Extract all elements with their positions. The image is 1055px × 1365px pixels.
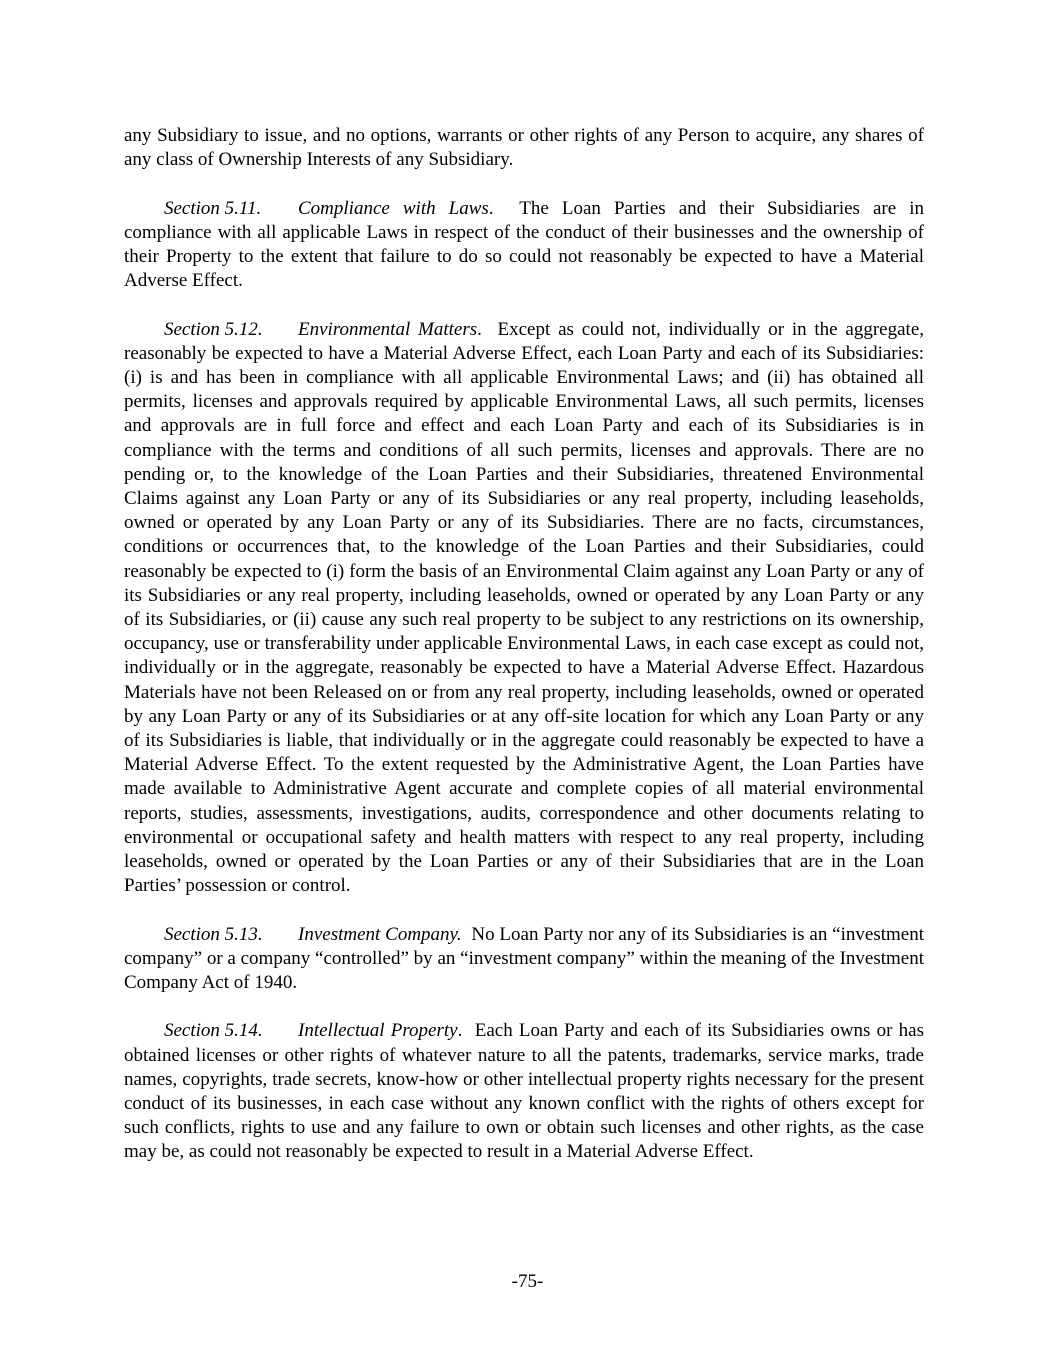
section-number: Section 5.13. [164, 923, 263, 945]
section-5-13 [124, 923, 924, 996]
section-title: Compliance with Laws [298, 197, 489, 219]
section-body: No Loan Party nor any of its Subsidiaries is an “investment company” or a company “controlled” by an “investment company” within the meaning of the Investment Company Act of 1940. [124, 923, 924, 994]
document-page [124, 124, 924, 1189]
section-title-punct: . [477, 318, 482, 340]
section-number: Section 5.12. [164, 318, 263, 340]
section-body: Each Loan Party and each of its Subsidiaries owns or has obtained licenses or other rights of whatever nature to all the patents, trademarks, service marks, trade names, copyrights, trade secrets, know-how or other intellectual property rights necessary for the present conduct of its businesses, in each case without any known conflict with the rights of others except for such conflicts, rights to use and any failure to own or obtain such licenses and other rights, as the case may be, as could not reasonably be expected to result in a Material Adverse Effect. [124, 1020, 924, 1163]
section-number: Section 5.11. [164, 197, 262, 219]
section-5-11 [124, 197, 924, 294]
section-5-12 [124, 318, 924, 899]
section-title: Investment Company. [298, 923, 462, 945]
section-body: The Loan Parties and their Subsidiaries are in compliance with all applicable Laws in respect of the conduct of their businesses and the ownership of their Property to the extent that failure to do so could not reasonably be expected to have a Material Adverse Effect. [124, 197, 924, 292]
section-body: Except as could not, individually or in the aggregate, reasonably be expected to have a Material Adverse Effect, each Loan Party and each of its Subsidiaries: (i) is and has been in compliance with all applicable Environmental Laws; and (ii) has obtained all permits, licenses and approvals required by applicable Environmental Laws, all such permits, licenses and approvals are in full force and effect and each Loan Party and each of its Subsidiaries is in compliance with the terms and conditions of all such permits, licenses and approvals. There are no pending or, to the knowledge of the Loan Parties and their Subsidiaries, threatened Environmental Claims against any Loan Party or any of its Subsidiaries or any real property, including leaseholds, owned or operated by any Loan Party or any of its Subsidiaries. There are no facts, circumstances, conditions or occurrences that, to the knowledge of the Loan Parties and their Subsidiaries, could reasonably be expected to (i) form the basis of an Environmental Claim against any Loan Party or any of its Subsidiaries or any real property, including leaseholds, owned or operated by any Loan Party or any of its Subsidiaries, or (ii) cause any such real property to be subject to any restrictions on its ownership, occupancy, use or transferability under applicable Environmental Laws, in each case except as could not, individually or in the aggregate, reasonably be expected to have a Material Adverse Effect. Hazardous Materials have not been Released on or from any real property, including leaseholds, owned or operated by any Loan Party or any of its Subsidiaries or at any off-site location for which any Loan Party or any of its Subsidiaries is liable, that individually or in the aggregate could reasonably be expected to have a Material Adverse Effect. To the extent requested by the Administrative Agent, the Loan Parties have made available to Administrative Agent accurate and complete copies of all material environmental reports, studies, assessments, investigations, audits, correspondence and other documents relating to environmental or occupational safety and health matters with respect to any real property, including leaseholds, owned or operated by the Loan Parties or any of their Subsidiaries that are in the Loan Parties’ possession or control. [124, 318, 925, 897]
section-number: Section 5.14. [164, 1020, 263, 1042]
page-number: -75- [511, 1271, 544, 1292]
section-title-punct: . [488, 197, 494, 219]
section-title-punct: . [457, 1020, 463, 1042]
section-5-14 [124, 1019, 924, 1164]
section-title: Environmental Matters [298, 318, 478, 340]
intro-paragraph: any Subsidiary to issue, and no options, warrants or other rights of any Person to acquire, any shares of any class of Ownership Interests of any Subsidiary. [124, 125, 924, 171]
section-title: Intellectual Property [298, 1020, 458, 1042]
